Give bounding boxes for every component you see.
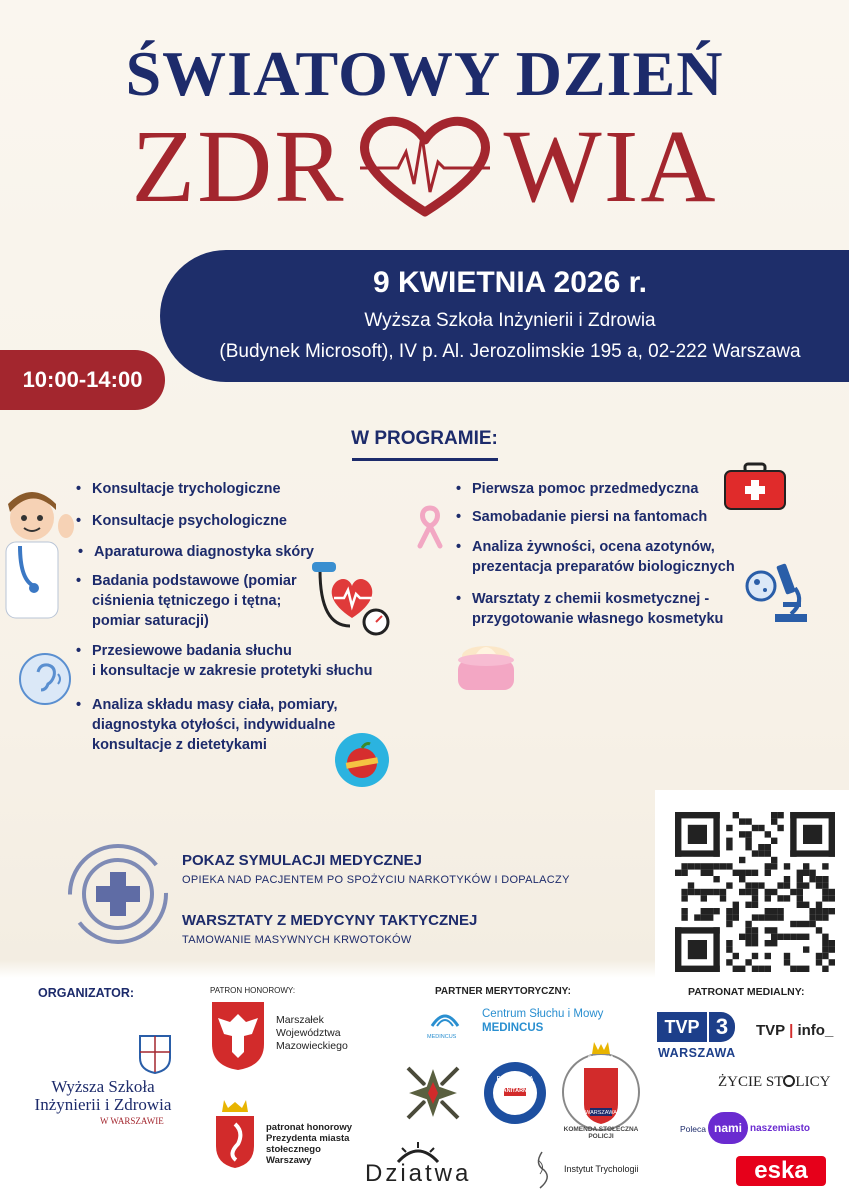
military-cross-icon	[402, 1062, 464, 1124]
apple-tape-icon	[334, 732, 390, 788]
program-item-cont: pomiar saturacji)	[92, 613, 209, 629]
program-heading: W PROGRAMIE:	[351, 428, 498, 449]
title-part-wia: WIA	[503, 109, 718, 224]
wsiiz-crest-icon	[138, 1034, 172, 1074]
program-item-cont: prezentacja preparatów biologicznych	[472, 559, 735, 575]
qr-code-icon[interactable]	[675, 812, 835, 972]
trychologii-logo-icon	[530, 1150, 554, 1190]
police-small: POLICJA	[587, 1056, 614, 1062]
partner-heading: PARTNER MERYTORYCZNY:	[435, 986, 571, 997]
police-city: WARSZAWA	[585, 1110, 617, 1116]
eska-logo: eska	[736, 1156, 826, 1186]
medincus-logo-icon	[428, 1004, 462, 1036]
microscope-icon	[745, 558, 809, 626]
tvp3-logo: TVP	[657, 1012, 707, 1042]
nami-logo: nami	[708, 1112, 748, 1144]
event-simulation-title: POKAZ SYMULACJI MEDYCZNEJ	[182, 852, 423, 869]
first-aid-kit-icon	[723, 462, 787, 510]
title-line-1: ŚWIATOWY DZIEŃ	[125, 38, 724, 109]
program-item: • Pierwsza pomoc przedmedyczna	[456, 480, 698, 499]
organizer-heading: ORGANIZATOR:	[38, 986, 135, 1000]
medical-cross-icon	[66, 842, 170, 946]
program-item: • Analiza składu masy ciała, pomiary,	[76, 696, 338, 715]
program-item-cont: i konsultacje w zakresie protetyki słuchu	[92, 663, 373, 679]
tvp3-city: WARSZAWA	[658, 1046, 736, 1060]
organizer-name: Wyższa Szkoła Inżynierii i Zdrowia	[34, 1077, 172, 1114]
pink-ribbon-icon	[414, 502, 446, 550]
program-item: • Warsztaty z chemii kosmetycznej -	[456, 590, 709, 609]
tvp3-number: 3	[709, 1012, 735, 1042]
dziatwa-logo: Dziatwa	[365, 1160, 472, 1187]
event-venue: Wyższa Szkoła Inżynierii i Zdrowia	[364, 310, 656, 331]
event-tactical-subtitle: TAMOWANIE MASYWNYCH KRWOTOKÓW	[182, 934, 412, 946]
ear-icon	[18, 652, 72, 706]
program-item-cont: konsultacje z dietetykami	[92, 737, 267, 753]
program-item-cont: przygotowanie własnego kosmetyku	[472, 611, 724, 627]
heart-pulse-icon	[350, 112, 500, 222]
zycie-stolicy-logo: ŻYCIE ST LICY	[718, 1074, 831, 1090]
tvp-info-logo: TVP | info_	[756, 1022, 834, 1039]
mazowieckie-eagle-icon	[210, 1000, 266, 1072]
program-item: • Konsultacje trychologiczne	[76, 480, 281, 499]
medincus-brand: MEDINCUS	[482, 1022, 544, 1034]
medincus-small: MEDINCUS	[427, 1034, 457, 1040]
program-item: • Aparaturowa diagnostyka skóry	[78, 543, 314, 562]
naszemiasto-logo: naszemiasto	[750, 1123, 811, 1134]
event-date: 9 KWIETNIA 2026 r.	[373, 266, 647, 299]
mayor-patron: patronat honorowy Prezydenta miasta stołecznego Warszawy	[266, 1122, 353, 1166]
media-heading: PATRONAT MEDIALNY:	[688, 986, 805, 998]
doctor-icon	[0, 490, 80, 620]
nami-poleca: Poleca	[680, 1124, 706, 1134]
medincus-name: Centrum Słuchu i Mowy	[482, 1008, 604, 1020]
program-underline	[352, 458, 498, 461]
time-badge: 10:00-14:00	[0, 350, 165, 410]
trychologii-name: Instytut Trychologii	[564, 1164, 639, 1174]
event-address: (Budynek Microsoft), IV p. Al. Jerozolimskie 195 a, 02-222 Warszawa	[219, 341, 801, 362]
blood-pressure-icon	[310, 556, 394, 640]
event-simulation-subtitle: OPIEKA NAD PACJENTEM PO SPOŻYCIU NARKOTYKÓW I DOPALACZY	[182, 874, 570, 886]
title-part-zdr: ZDR	[131, 109, 346, 224]
program-item: • Konsultacje psychologiczne	[76, 512, 287, 531]
police-label: KOMENDA STOŁECZNA POLICJI	[563, 1126, 639, 1140]
marshal-name: Marszałek Województwa Mazowieckiego	[276, 1014, 348, 1052]
sanitary-inspection-label: PAŃSTWOWA INSPEKCJA SANITARNA	[496, 1076, 534, 1094]
title-line-2	[0, 109, 849, 224]
program-item: • Analiza żywności, ocena azotynów,	[456, 538, 715, 557]
cosmetic-jar-icon	[454, 638, 518, 694]
program-item-cont: ciśnienia tętniczego i tętna;	[92, 593, 282, 609]
zycie-o-icon	[783, 1075, 795, 1087]
program-item: • Badania podstawowe (pomiar	[76, 572, 297, 591]
organizer-city: W WARSZAWIE	[100, 1116, 164, 1126]
program-item: • Samobadanie piersi na fantomach	[456, 508, 707, 527]
program-item-cont: diagnostyka otyłości, indywidualne	[92, 717, 336, 733]
patron-heading: PATRON HONOROWY:	[210, 986, 296, 995]
qr-code-area	[655, 790, 849, 980]
warsaw-crest-icon	[214, 1098, 256, 1170]
police-badge-icon	[560, 1038, 642, 1138]
event-tactical-title: WARSZTATY Z MEDYCYNY TAKTYCZNEJ	[182, 912, 478, 929]
program-item: • Przesiewowe badania słuchu	[76, 642, 292, 661]
